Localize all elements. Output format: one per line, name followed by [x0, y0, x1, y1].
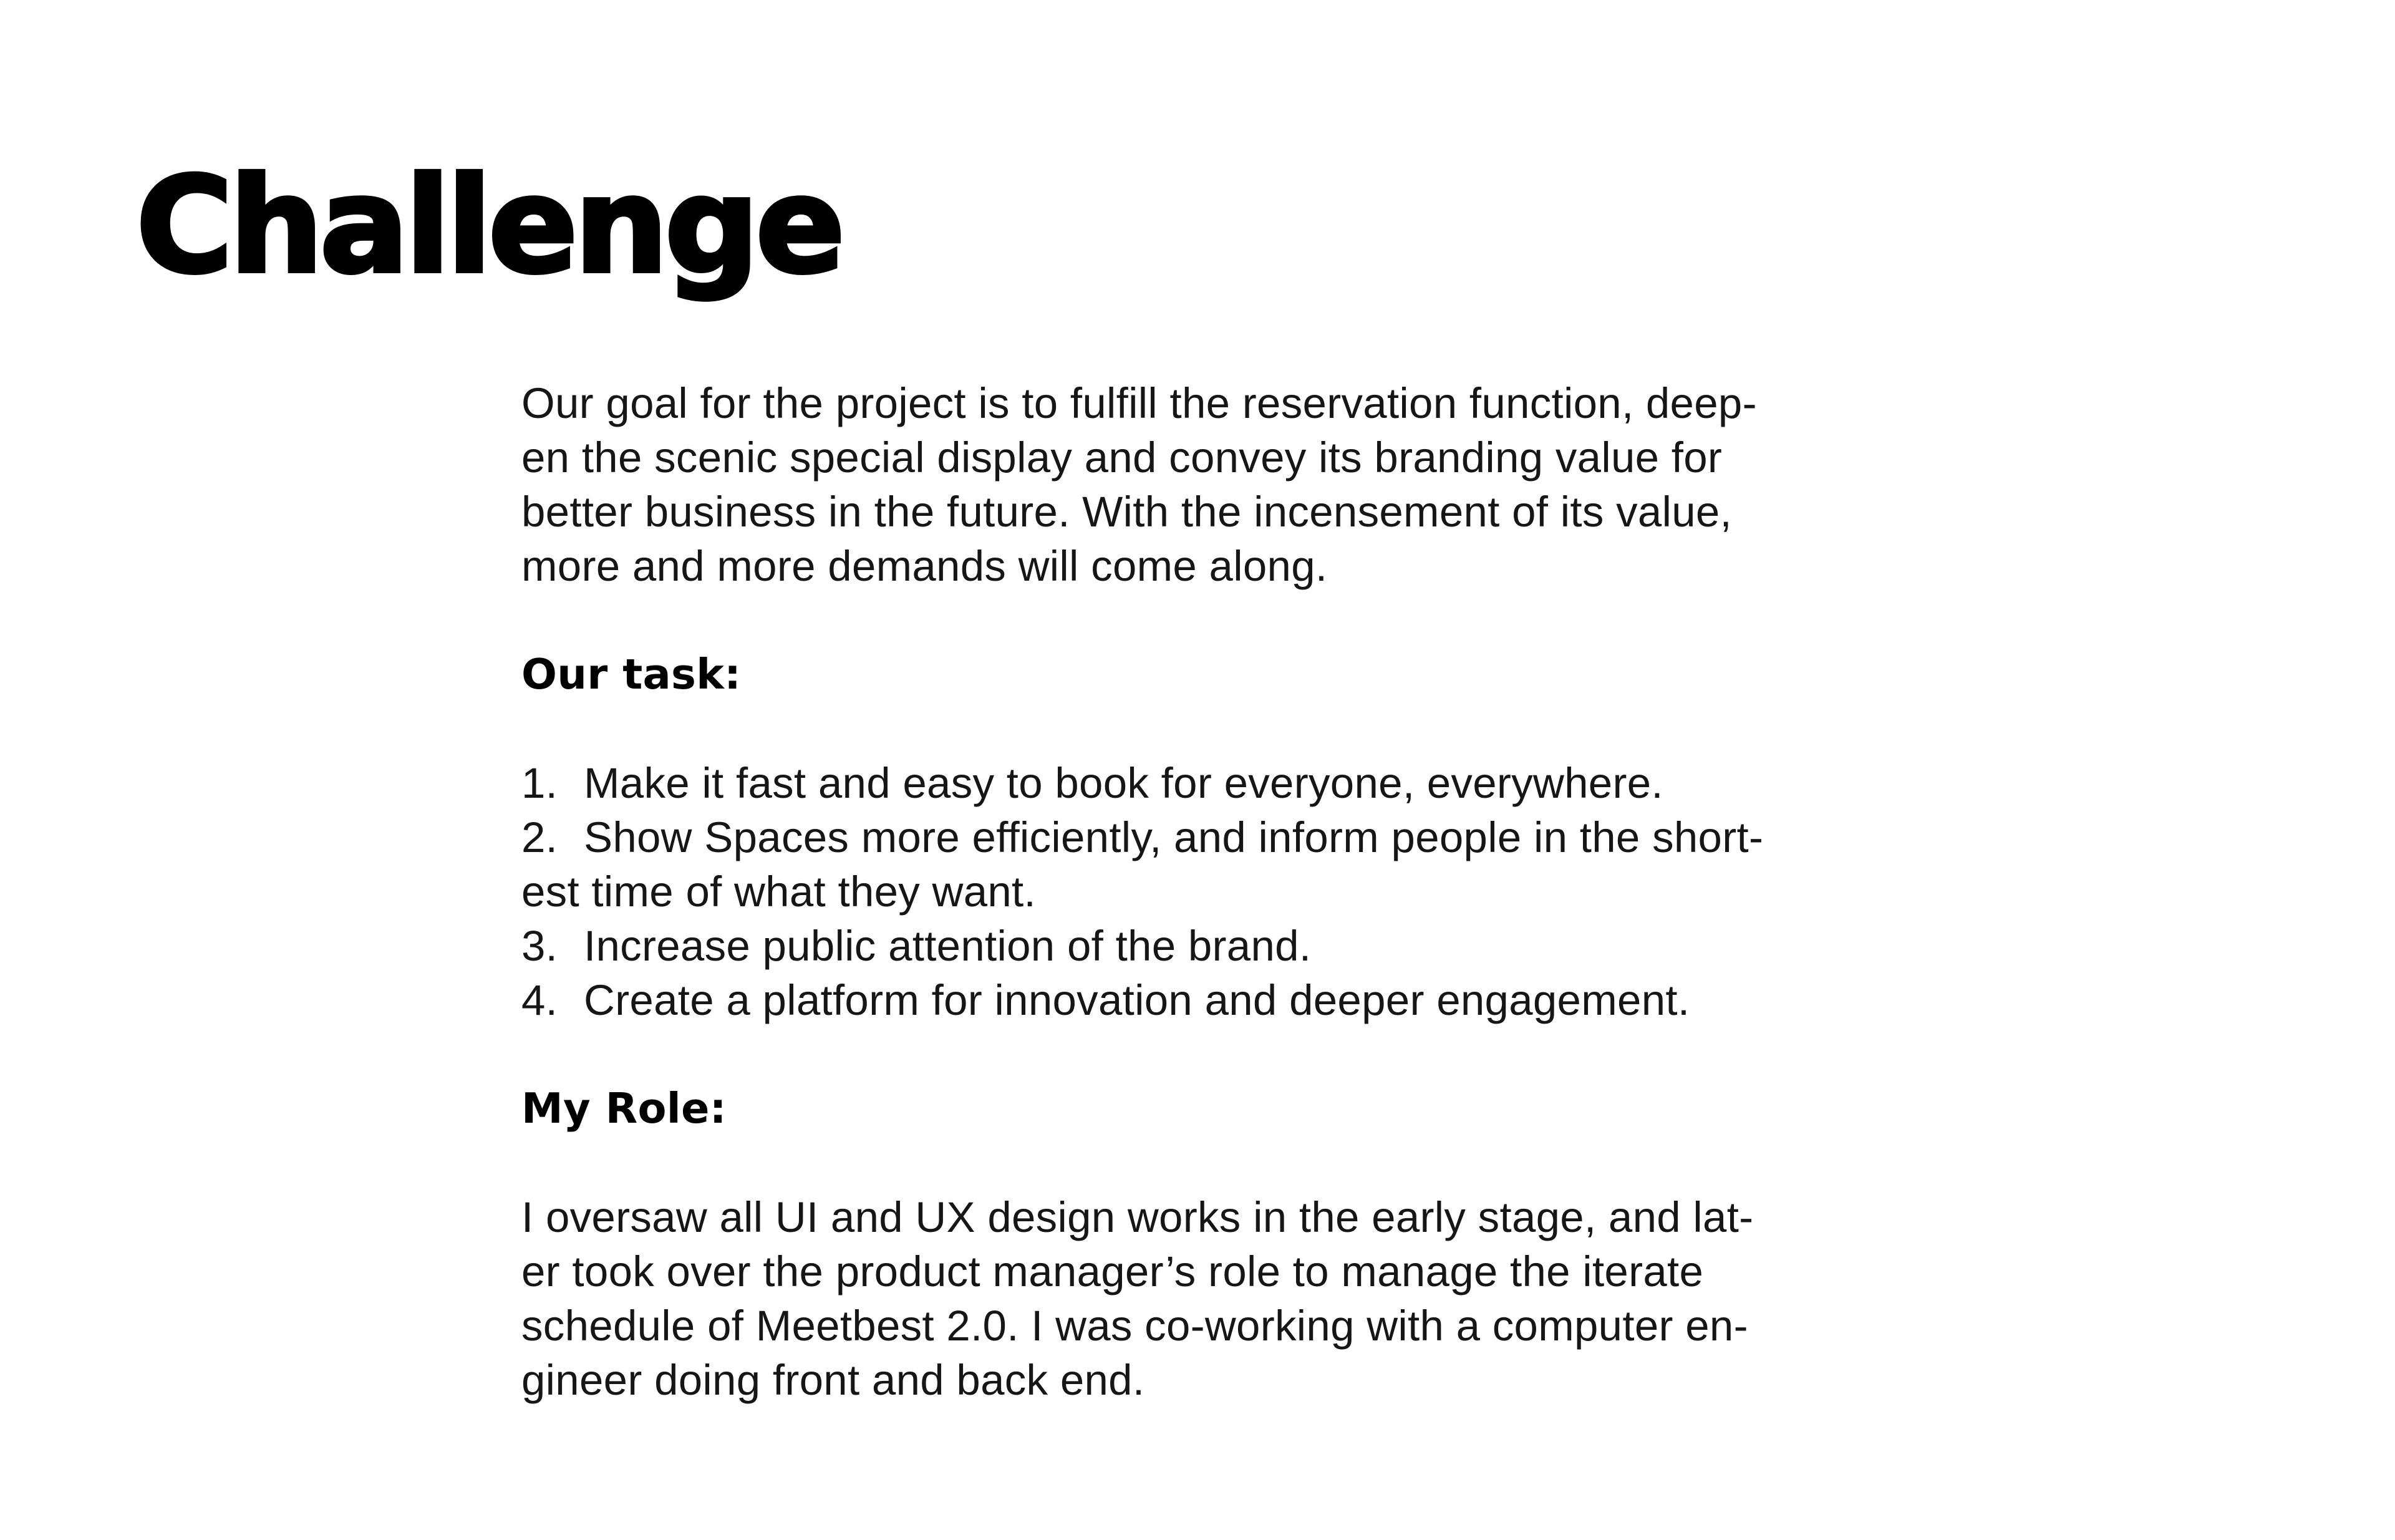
role-line: I oversaw all UI and UX design works in the early stage, and lat-: [521, 1193, 1754, 1241]
intro-paragraph: [521, 376, 1925, 593]
intro-line: more and more demands will come along.: [521, 542, 1328, 590]
task-text: Create a platform for innovation and deeper engagement.: [584, 976, 1690, 1024]
task-number: 1.: [521, 759, 558, 807]
task-text: Increase public attention of the brand.: [584, 922, 1312, 970]
task-item-1: [521, 756, 1925, 810]
task-text-continued: est time of what they want.: [521, 868, 1036, 916]
role-line: schedule of Meetbest 2.0. I was co-working with a computer en-: [521, 1302, 1748, 1350]
page-title: Challenge: [136, 148, 842, 303]
task-item-4: [521, 973, 1925, 1027]
spacer: [521, 593, 1925, 647]
spacer: [521, 1027, 1925, 1082]
spacer: [521, 702, 1925, 756]
task-text: Make it fast and easy to book for everyone, everywhere.: [584, 759, 1663, 807]
task-number: 2.: [521, 813, 558, 861]
task-number: 4.: [521, 976, 558, 1024]
task-text: Show Spaces more efficiently, and inform people in the short-: [584, 813, 1764, 861]
role-line: gineer doing front and back end.: [521, 1356, 1145, 1404]
task-number: 3.: [521, 922, 558, 970]
challenge-content: [521, 376, 1925, 1407]
task-list: [521, 756, 1925, 1027]
intro-line: better business in the future. With the incensement of its value,: [521, 488, 1733, 536]
intro-line: Our goal for the project is to fulfill the reservation function, deep-: [521, 379, 1757, 427]
intro-line: en the scenic special display and convey its branding value for: [521, 433, 1723, 482]
role-line: er took over the product manager’s role to manage the iterate: [521, 1247, 1704, 1295]
task-item-3: [521, 919, 1925, 973]
role-heading: My Role:: [521, 1084, 727, 1133]
task-item-2: [521, 810, 1925, 919]
role-paragraph: [521, 1190, 1925, 1407]
spacer: [521, 1136, 1925, 1190]
task-heading: Our task:: [521, 650, 742, 699]
